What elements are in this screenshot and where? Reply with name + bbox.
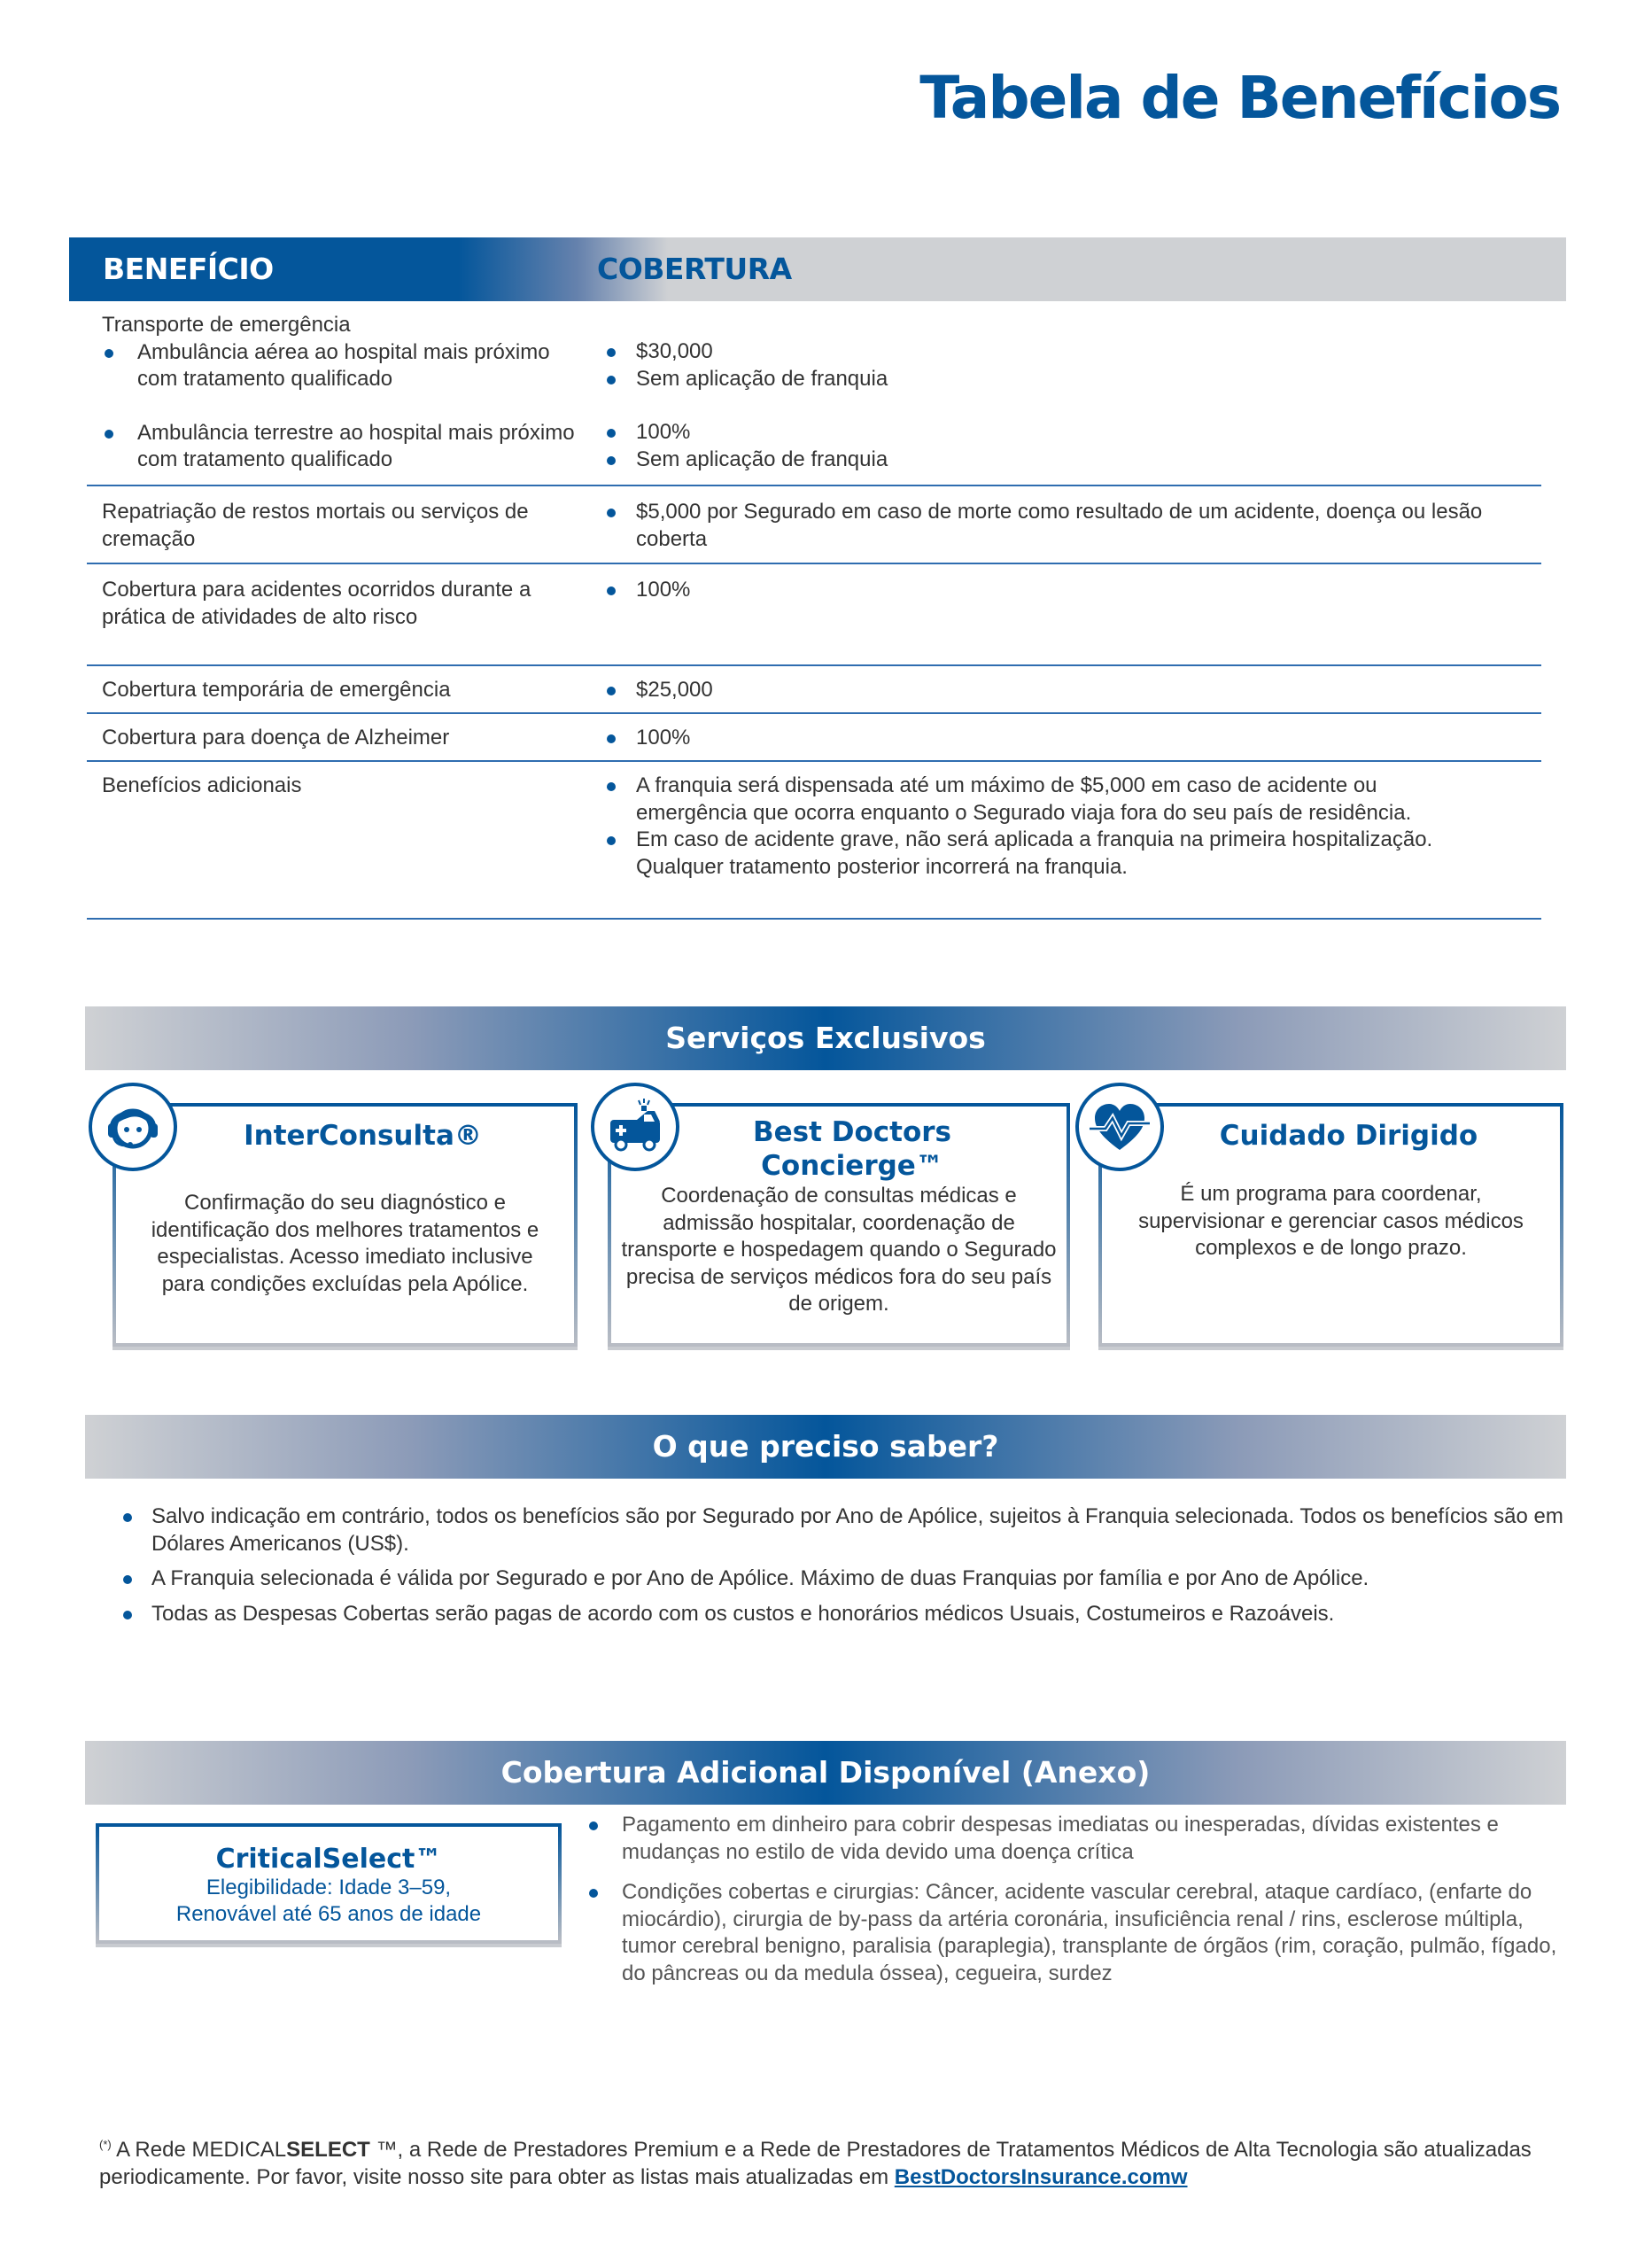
coverage-item: $25,000 — [607, 677, 1528, 704]
benefit-label: Benefícios adicionais — [102, 773, 302, 797]
additional-item: Condições cobertas e cirurgias: Câncer, acidente vascular cerebral, ataque cardíaco, (enfarte do miocárdio), cirurgia de by-pass da artéria coronária, insuficiência renal / rins, esclerose múltipla, tumor cerebral benigno, paralisia (paraplegia), transplante de órgãos (rim, coração, pulmão, fígado, do pâncreas ou da medula óssea), cegueira, surdez — [589, 1879, 1572, 1987]
section-header-additional: Cobertura Adicional Disponível (Anexo) — [85, 1741, 1566, 1805]
table-row — [87, 301, 1541, 486]
footer-text: ™, a Rede de Prestadores Premium e a Rede de Prestadores de Tratamentos Médicos de Alta Tecnologia são atualizadas periodicamente. Por favor, visite nosso site para obter as listas mais atualizadas em — [99, 2138, 1532, 2189]
footer-note — [99, 2131, 1587, 2191]
benefit-sub-item: Ambulância terrestre ao hospital mais próximo com tratamento qualificado — [102, 420, 580, 474]
card-body: Coordenação de consultas médicas e admissão hospitalar, coordenação de transporte e hospedagem quando o Segurado precisa de serviços médicos fora do seu país de origem. — [621, 1184, 1057, 1316]
additional-item: Pagamento em dinheiro para cobrir despesas imediatas ou inesperadas, dívidas existentes e mudanças no estilo de vida devido uma doença crítica — [589, 1812, 1572, 1866]
coverage-item: 100% — [607, 419, 1528, 447]
coverage-item: Sem aplicação de franquia — [607, 366, 1528, 393]
benefit-label: Cobertura temporária de emergência — [102, 678, 451, 702]
benefit-sub-item: Ambulância aérea ao hospital mais próximo com tratamento qualificado — [102, 339, 580, 393]
card-title: Best Doctors Concierge™ — [753, 1116, 951, 1182]
column-header-benefit: BENEFÍCIO — [103, 252, 274, 286]
product-name: CriticalSelect™ — [215, 1844, 442, 1875]
coverage-item: $5,000 por Segurado em caso de morte como resultado de um acidente, doença ou lesão coberta — [607, 499, 1528, 553]
benefit-label: Transporte de emergência — [102, 313, 351, 337]
know-item: Todas as Despesas Cobertas serão pagas de acordo com os custos e honorários médicos Usuais, Costumeiros e Razoáveis. — [123, 1601, 1567, 1628]
benefit-label: Cobertura para doença de Alzheimer — [102, 726, 450, 750]
benefit-label: Repatriação de restos mortais ou serviços de cremação — [102, 500, 529, 551]
coverage-item: 100% — [607, 725, 1528, 752]
know-list — [123, 1503, 1567, 1635]
service-card-cuidado-dirigido — [1098, 1103, 1563, 1347]
know-item: Salvo indicação em contrário, todos os benefícios são por Segurado por Ano de Apólice, sujeitos à Franquia selecionada. Todos os benefícios são em Dólares Americanos (US$). — [123, 1503, 1567, 1557]
ambulance-icon — [591, 1083, 679, 1171]
product-eligibility: Elegibilidade: Idade 3–59, — [206, 1876, 452, 1899]
card-title: Cuidado Dirigido — [1219, 1120, 1478, 1152]
table-row — [87, 714, 1541, 762]
table-row — [87, 564, 1541, 666]
table-row — [87, 762, 1541, 920]
column-header-coverage: COBERTURA — [597, 252, 792, 286]
coverage-item: $30,000 — [607, 338, 1528, 366]
know-item: A Franquia selecionada é válida por Segurado e por Ano de Apólice. Máximo de duas Franquias por família e por Ano de Apólice. — [123, 1565, 1567, 1593]
service-card-interconsulta — [112, 1103, 578, 1347]
coverage-item: A franquia será dispensada até um máximo de $5,000 em caso de acidente ou emergência que ocorra enquanto o Segurado viaja fora do seu país de residência. — [607, 773, 1493, 827]
benefit-label: Cobertura para acidentes ocorridos durante a prática de atividades de alto risco — [102, 578, 531, 629]
section-header-know: O que preciso saber? — [85, 1415, 1566, 1479]
footer-text-bold: SELECT — [286, 2138, 370, 2162]
headset-agent-icon — [89, 1083, 177, 1171]
footnote-marker: (*) — [99, 2138, 112, 2151]
heartbeat-icon — [1075, 1083, 1164, 1171]
card-body: Confirmação do seu diagnóstico e identificação dos melhores tratamentos e especialistas. Acesso imediato inclusive para condições excluídas pela Apólice. — [151, 1191, 539, 1296]
card-title: InterConsulta® — [244, 1120, 482, 1152]
table-header — [69, 237, 1566, 301]
footer-text: A Rede MEDICAL — [111, 2138, 287, 2162]
website-link[interactable]: BestDoctorsInsurance.comw — [894, 2165, 1188, 2189]
card-body: É um programa para coordenar, supervisionar e gerenciar casos médicos complexos e de longo prazo. — [1138, 1182, 1524, 1260]
section-header-services: Serviços Exclusivos — [85, 1006, 1566, 1070]
additional-list — [589, 1812, 1572, 2000]
criticalselect-box — [96, 1823, 562, 1944]
table-row — [87, 666, 1541, 714]
table-row — [87, 486, 1541, 564]
page-title: Tabela de Benefícios — [919, 64, 1560, 132]
coverage-item: Sem aplicação de franquia — [607, 447, 1528, 474]
coverage-item: 100% — [607, 577, 1528, 604]
product-renewal: Renovável até 65 anos de idade — [175, 1902, 482, 1926]
coverage-item: Em caso de acidente grave, não será aplicada a franquia na primeira hospitalização. Qualquer tratamento posterior incorrerá na franquia. — [607, 827, 1493, 881]
